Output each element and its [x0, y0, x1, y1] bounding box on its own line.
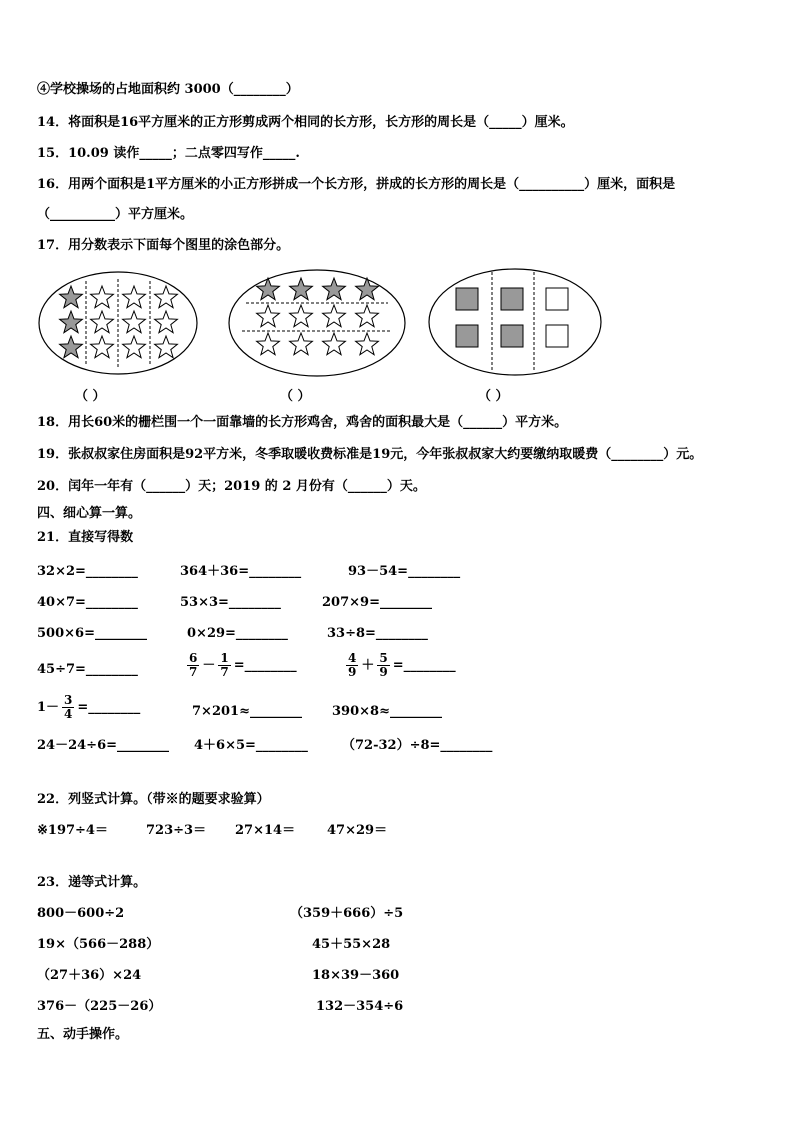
numerator: 3	[64, 693, 73, 707]
question-23-title: 23．递等式计算。	[37, 875, 147, 890]
figure-2-star-5	[290, 305, 313, 327]
fraction	[218, 652, 230, 679]
figure-3-answer: （ ）	[478, 389, 509, 404]
figure-3-square-2	[546, 288, 568, 310]
calc-21-15: 390×8≈________	[332, 704, 442, 719]
numerator: 5	[379, 651, 388, 665]
step-calc-7: 376－（225－26）	[37, 999, 162, 1014]
figure-1-answer: （ ）	[75, 389, 106, 404]
figure-2-star-9	[290, 333, 313, 355]
denominator: 9	[348, 665, 357, 679]
calc-21-6: 207×9=________	[322, 595, 432, 610]
fraction	[187, 652, 199, 679]
vertical-calc-2: 723÷3＝	[146, 823, 207, 838]
calc-21-10: 45÷7=________	[37, 662, 138, 677]
calc-21-1: 32×2=________	[37, 564, 138, 579]
figure-2-star-0	[257, 278, 280, 300]
fraction-figure-1	[38, 271, 198, 375]
numerator: 4	[348, 651, 357, 665]
numerator: 6	[189, 651, 198, 665]
calc-21-13	[37, 694, 140, 721]
denominator: 7	[189, 665, 198, 679]
figure-1-star-3	[155, 286, 178, 308]
figure-1-star-11	[155, 336, 178, 358]
figure-2-star-8	[257, 333, 280, 355]
figure-1-star-10	[123, 336, 146, 358]
answer-blank: =________	[233, 657, 297, 673]
fraction	[377, 652, 389, 679]
figure-2-star-1	[290, 278, 313, 300]
q13-item4: ④学校操场的占地面积约 3000（________）	[37, 82, 299, 97]
operator: －	[202, 657, 216, 673]
vertical-calc-4: 47×29＝	[327, 823, 388, 838]
figure-1-star-0	[60, 286, 83, 308]
figure-2-star-10	[323, 333, 346, 355]
step-calc-6: 18×39－360	[312, 968, 400, 983]
figure-3-square-5	[546, 325, 568, 347]
question-14: 14．将面积是16平方厘米的正方形剪成两个相同的长方形，长方形的周长是（_____）厘米。	[37, 115, 574, 130]
figure-3-square-1	[501, 288, 523, 310]
figure-3-square-3	[456, 325, 478, 347]
question-22-title: 22．列竖式计算。（带※的题要求验算）	[37, 792, 270, 807]
figure-1-star-9	[91, 336, 114, 358]
vertical-calc-3: 27×14＝	[235, 823, 296, 838]
calc-21-18: （72-32）÷8=________	[342, 738, 493, 753]
figure-3-square-4	[501, 325, 523, 347]
operand: 1－	[37, 699, 60, 715]
answer-blank: =________	[77, 699, 141, 715]
question-16-line1: 16．用两个面积是1平方厘米的小正方形拼成一个长方形，拼成的长方形的周长是（__________）厘米，面积是	[37, 177, 676, 192]
denominator: 4	[64, 707, 73, 721]
figure-2-star-6	[323, 305, 346, 327]
figure-1-star-1	[91, 286, 114, 308]
step-calc-4: 45＋55×28	[312, 937, 391, 952]
step-calc-2: （359＋666）÷5	[290, 906, 404, 921]
question-19: 19．张叔叔家住房面积是92平方米，冬季取暖收费标准是19元，今年张叔叔家大约要缴纳取暖费（________）元。	[37, 447, 703, 462]
calc-21-3: 93－54=________	[348, 564, 461, 579]
denominator: 7	[220, 665, 229, 679]
figure-2-star-2	[323, 278, 346, 300]
figure-2-star-3	[356, 278, 379, 300]
figure-2-star-7	[356, 305, 379, 327]
question-17: 17．用分数表示下面每个图里的涂色部分。	[37, 238, 290, 253]
fraction-figure-3	[428, 268, 602, 376]
question-18: 18．用长60米的栅栏围一个一面靠墙的长方形鸡舍，鸡舍的面积最大是（______）平方米。	[37, 415, 568, 430]
figure-2-star-11	[356, 333, 379, 355]
fraction	[346, 652, 358, 679]
figure-1-star-2	[123, 286, 146, 308]
question-16-line2: （__________）平方厘米。	[37, 207, 194, 222]
calc-21-8: 0×29=________	[187, 626, 288, 641]
figure-3-square-0	[456, 288, 478, 310]
fraction-figure-2	[228, 269, 406, 377]
figure-2-star-4	[257, 305, 280, 327]
step-calc-3: 19×（566－288）	[37, 937, 160, 952]
figure-1-star-8	[60, 336, 83, 358]
calc-21-16: 24－24÷6=________	[37, 738, 170, 753]
figure-1-star-7	[155, 311, 178, 333]
figure-1-star-6	[123, 311, 146, 333]
calc-21-9: 33÷8=________	[327, 626, 428, 641]
question-20: 20．闰年一年有（______）天；2019 的 2 月份有（______）天。	[37, 479, 426, 494]
denominator: 9	[379, 665, 388, 679]
calc-21-11	[186, 652, 297, 679]
section-5-heading: 五、动手操作。	[37, 1027, 129, 1042]
operator: ＋	[361, 657, 375, 673]
calc-21-7: 500×6=________	[37, 626, 147, 641]
question-21-title: 21．直接写得数	[37, 530, 134, 545]
figure-1-star-4	[60, 311, 83, 333]
figure-2-answer: （ ）	[280, 389, 311, 404]
step-calc-5: （27＋36）×24	[37, 968, 142, 983]
step-calc-1: 800－600÷2	[37, 906, 125, 921]
section-4-heading: 四、细心算一算。	[37, 506, 142, 521]
vertical-calc-1: ※197÷4＝	[37, 823, 108, 838]
figure-3-oval	[429, 269, 601, 375]
calc-21-14: 7×201≈________	[192, 704, 302, 719]
fraction	[62, 694, 74, 721]
calc-21-4: 40×7=________	[37, 595, 138, 610]
question-15: 15．10.09 读作_____；二点零四写作_____.	[37, 146, 300, 161]
figure-1-star-5	[91, 311, 114, 333]
numerator: 1	[220, 651, 229, 665]
calc-21-5: 53×3=________	[180, 595, 281, 610]
calc-21-17: 4＋6×5=________	[194, 738, 308, 753]
calc-21-12	[345, 652, 456, 679]
step-calc-8: 132－354÷6	[316, 999, 404, 1014]
answer-blank: =________	[392, 657, 456, 673]
calc-21-2: 364＋36=________	[180, 564, 302, 579]
